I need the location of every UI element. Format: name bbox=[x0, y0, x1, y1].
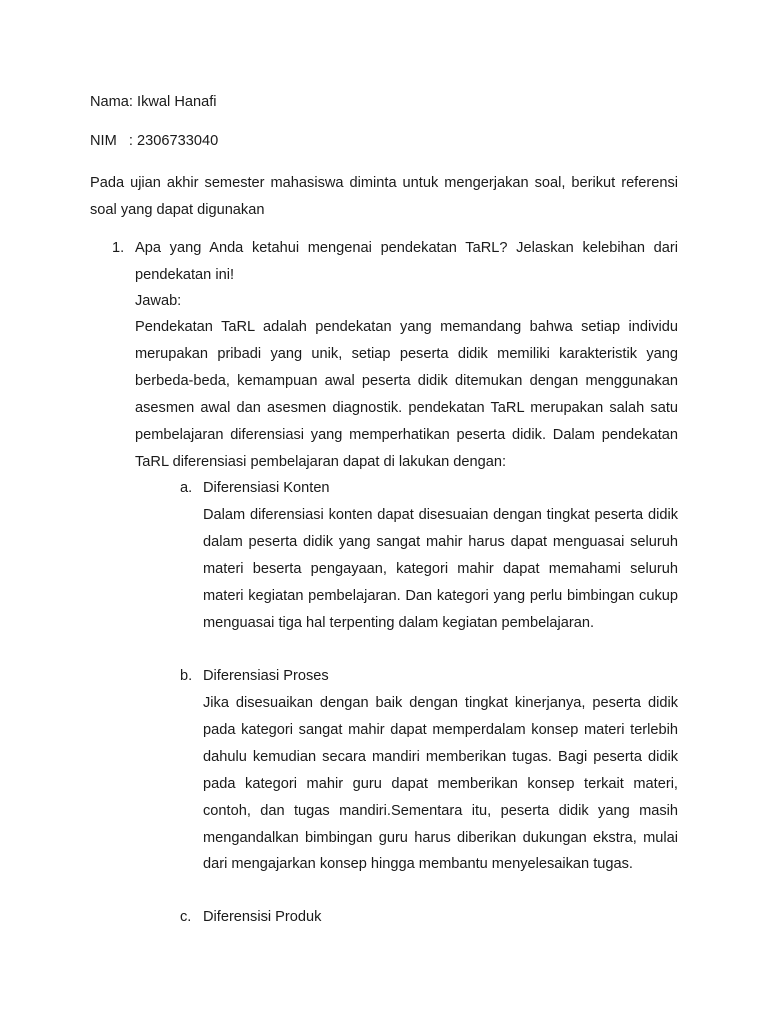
student-name: Nama: Ikwal Hanafi bbox=[90, 94, 217, 110]
subitem-c-marker: c. bbox=[180, 909, 192, 925]
subitem-a-marker: a. bbox=[180, 480, 193, 496]
subitem-b-heading: Diferensiasi Proses bbox=[203, 668, 329, 684]
intro-paragraph: Pada ujian akhir semester mahasiswa diminta untuk mengerjakan soal, berikut referensi soal yang dapat digunakan bbox=[90, 175, 678, 218]
answer-label: Jawab: bbox=[135, 293, 182, 309]
subitem-a-heading: Diferensiasi Konten bbox=[203, 480, 330, 496]
question-text: Apa yang Anda ketahui mengenai pendekatan TaRL? Jelaskan kelebihan dari pendekatan ini! bbox=[135, 240, 678, 283]
subitem-b-body: Jika disesuaikan dengan baik dengan tingkat kinerjanya, peserta didik pada kategori sangat mahir dapat memperdalam konsep materi terlebih dahulu kemudian secara mandiri memberikan tugas. Bagi peserta didik pada kategori mahir guru dapat memberikan konsep terkait materi, contoh, dan tugas mandiri.Sementara itu, peserta didik yang masih mengandalkan bimbingan guru harus diberikan dukungan ekstra, mulai dari mengajarkan konsep hingga membantu menyelesaikan tugas. bbox=[203, 695, 678, 873]
subitem-c-heading: Diferensisi Produk bbox=[203, 909, 322, 925]
question-number: 1. bbox=[112, 240, 125, 256]
student-nim: NIM : 2306733040 bbox=[90, 133, 219, 149]
answer-text: Pendekatan TaRL adalah pendekatan yang memandang bahwa setiap individu merupakan pribadi yang unik, setiap peserta didik memiliki karakteristik yang berbeda-beda, kemampuan awal peserta didik ditemukan dengan menggunakan asesmen awal dan asesmen diagnostik. pendekatan TaRL merupakan salah satu pembelajaran diferensiasi yang memperhatikan peserta didik. Dalam pendekatan TaRL diferensiasi pembelajaran dapat di lakukan dengan: bbox=[135, 319, 678, 470]
subitem-a-body: Dalam diferensiasi konten dapat disesuaian dengan tingkat peserta didik dalam peserta didik yang sangat mahir harus dapat menguasai seluruh materi beserta pengayaan, kategori mahir dapat memahami seluruh materi kegiatan pembelajaran. Dan kategori yang perlu bimbingan cukup menguasai tiga hal terpenting dalam kegiatan pembelajaran. bbox=[203, 507, 678, 631]
subitem-b-marker: b. bbox=[180, 668, 193, 684]
